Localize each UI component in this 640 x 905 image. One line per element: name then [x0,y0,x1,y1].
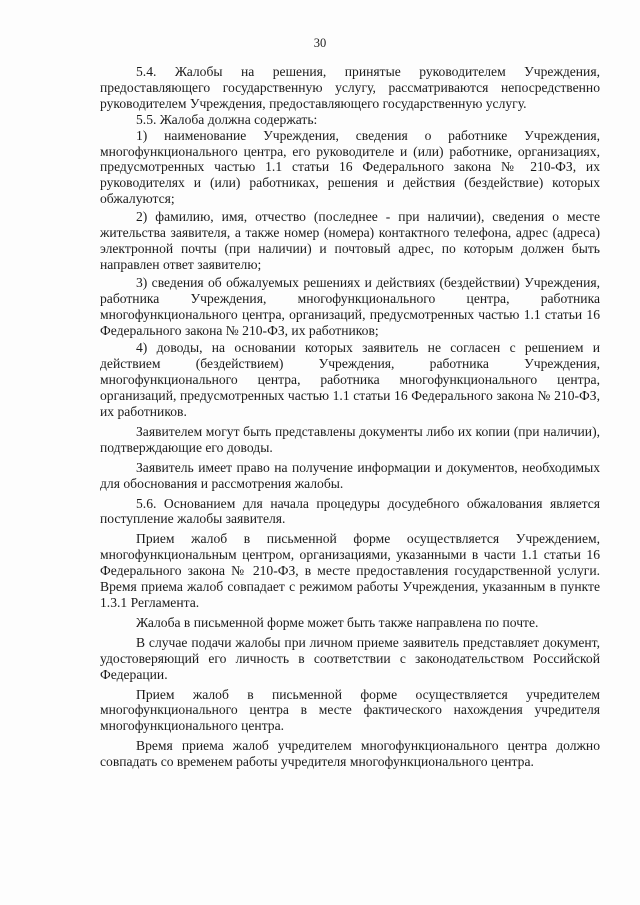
paragraph-founder-hours: Время приема жалоб учредителем многофункционального центра должно совпадать со временем работы учредителя многофункционального центра. [100,738,600,770]
paragraph-right-to-info: Заявитель имеет право на получение информации и документов, необходимых для обоснования и рассмотрения жалобы. [100,459,600,491]
list-item-1: 1) наименование Учреждения, сведения о работнике Учреждения, многофункционального центра, его руководителе и (или) работнике, организациях, предусмотренных частью 1.1 статьи 16 Федерального закона № 210-ФЗ, их руководителях и (или) работниках, решения и действия (бездействие) которых обжалуются; [100,127,600,207]
paragraph-5-5: 5.5. Жалоба должна содержать: [136,111,318,127]
list-item-4: 4) доводы, на основании которых заявитель не согласен с решением и действием (бездействием) Учреждения, работника Учреждения, многофункционального центра, работника многофункционального центра, организаций, предусмотренных частью 1.1 статьи 16 Федерального закона № 210-ФЗ, их работников. [100,340,600,420]
paragraph-documents: Заявителем могут быть представлены документы либо их копии (при наличии), подтверждающие его доводы. [100,423,600,455]
paragraph-5-6: 5.6. Основанием для начала процедуры досудебного обжалования является поступление жалобы заявителя. [100,495,600,527]
paragraph-personal-reception: В случае подачи жалобы при личном приеме заявитель представляет документ, удостоверяющий его личность в соответствии с законодательством Российской Федерации. [100,634,600,682]
page-number: 30 [313,36,327,50]
paragraph-5-4: 5.4. Жалобы на решения, принятые руководителем Учреждения, предоставляющего государственную услугу, рассматриваются непосредственно руководителем Учреждения, предоставляющего государственную услугу. [100,64,600,111]
paragraph-by-mail: Жалоба в письменной форме может быть также направлена по почте. [136,614,539,630]
list-item-2: 2) фамилию, имя, отчество (последнее - при наличии), сведения о месте жительства заявителя, а также номер (номера) контактного телефона, адрес (адреса) электронной почты (при наличии) и почтовый адрес, по которым должен быть направлен ответ заявителю; [100,209,600,272]
document-body [100,64,600,770]
paragraph-founder-reception: Прием жалоб в письменной форме осуществляется учредителем многофункционального центра в месте фактического нахождения учредителя многофункционального центра. [100,686,600,734]
list-item-3: 3) сведения об обжалуемых решениях и действиях (бездействии) Учреждения, работника Учреждения, многофункционального центра, работника многофункционального центра, организаций, предусмотренных частью 1.1 статьи 16 Федерального закона № 210-ФЗ, их работников; [100,274,600,338]
paragraph-written-reception: Прием жалоб в письменной форме осуществляется Учреждением, многофункциональным центром, организациями, указанными в части 1.1 статьи 16 Федерального закона № 210-ФЗ, в месте предоставления государственной услуги. Время приема жалоб совпадает с режимом работы Учреждения, указанным в пункте 1.3.1 Регламента. [100,531,600,610]
